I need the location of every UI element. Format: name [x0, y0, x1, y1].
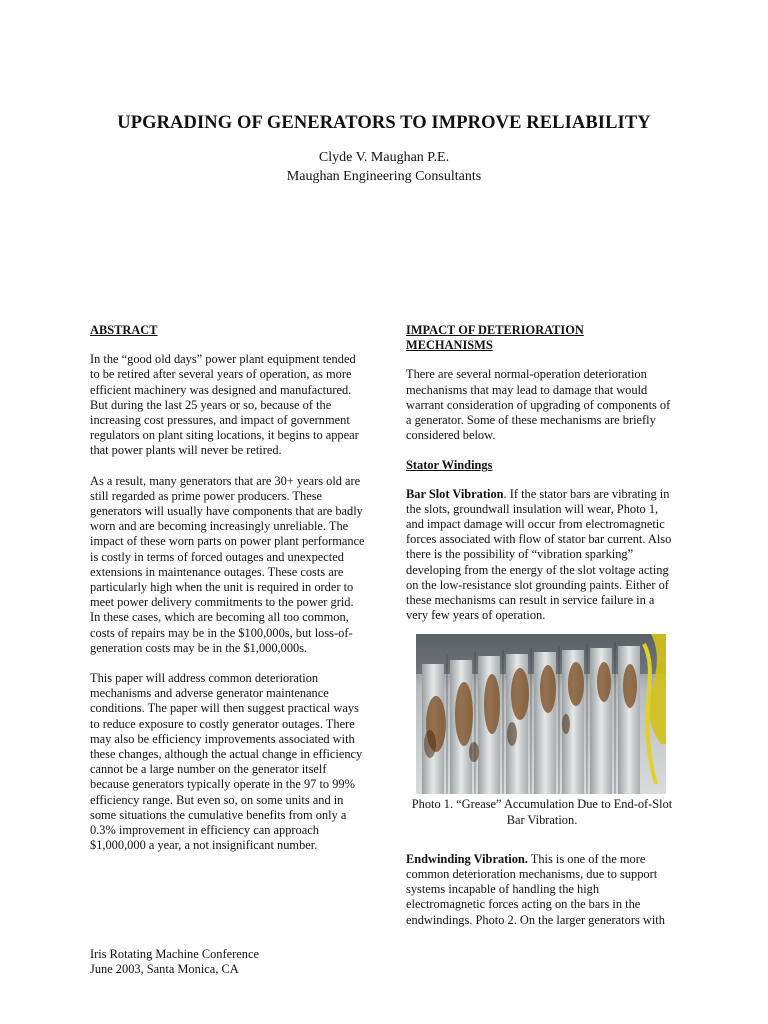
stator-bars-photo — [416, 634, 666, 794]
photo-caption: Photo 1. “Grease” Accumulation Due to End-of-Slot Bar Vibration. — [411, 797, 673, 827]
footer-date-location: June 2003, Santa Monica, CA — [90, 962, 239, 977]
endwinding-text: This is one of the more common deterioration mechanisms, due to support systems incapable of handling the high electromagnetic forces acting on the bars in the endwindings. Photo 2. On the larger generators with — [406, 851, 665, 927]
abstract-paragraph-2: As a result, many generators that are 30+ years old are still regarded as prime power producers. These generators will usually have components that are badly worn and are becoming increasingly unreliable. The impact of these worn parts on power plant performance is costly in terms of forced outages and unexpected extensions in maintenance outages. These costs are particularly high when the unit is required in order to meet power delivery commitments to the power grid. In these cases, which are becoming all too common, costs of repairs may be in the $100,000s, but loss-of-generation costs may be in the $1,000,000s. — [90, 473, 365, 655]
endwinding-paragraph — [406, 852, 678, 928]
author-name: Clyde V. Maughan P.E. — [318, 150, 450, 165]
endwinding-title: Endwinding Vibration. — [406, 851, 528, 866]
bar-slot-paragraph — [406, 487, 678, 624]
footer-conference: Iris Rotating Machine Conference — [90, 947, 259, 961]
section-heading: IMPACT OF DETERIORATION MECHANISMS — [406, 323, 584, 353]
author-organization: Maughan Engineering Consultants — [286, 169, 482, 184]
subsection-heading: Stator Windings — [406, 458, 493, 473]
paper-title: UPGRADING OF GENERATORS TO IMPROVE RELIABILITY — [117, 113, 651, 133]
footer — [90, 947, 259, 977]
bar-slot-text: . If the stator bars are vibrating in the slots, groundwall insulation will wear, Photo 1, and impact damage will occur from electromagnetic forces associated with flow of stator bar current. Also there is the possibility of “vibration sparking” developing from the energy of the slot voltage acting on the low-resistance slot grounding paints. Either of these mechanisms can result in service failure in a very few years of operation. — [406, 486, 672, 623]
abstract-heading: ABSTRACT — [90, 323, 158, 337]
abstract-paragraph-1: In the “good old days” power plant equipment tended to be retired after several years of operation, as more efficient machinery was designed and manufactured. But during the last 25 years or so, because of the increasing cost pressures, and impact of government regulators on plant siting locations, it begins to appear that power plants will never be retired. — [90, 352, 359, 458]
left-column — [90, 323, 365, 869]
photo-stator-grease — [416, 634, 666, 794]
bar-slot-title: Bar Slot Vibration — [406, 486, 504, 501]
right-column — [406, 323, 678, 943]
section-intro: There are several normal-operation deterioration mechanisms that may lead to damage that would warrant consideration of upgrading of components of a generator. Some of these mechanisms are briefly considered below. — [406, 367, 671, 443]
abstract-paragraph-3: This paper will address common deterioration mechanisms and adverse generator maintenance conditions. The paper will then suggest practical ways to reduce exposure to costly generator outages. There may also be efficiency improvements associated with these changes, although the actual change in efficiency cannot be a large number on the generator itself because generators typically operate in the 97 to 99% efficiency range. But even so, on some units and in some situations the cumulative benefits from only a 0.3% improvement in efficiency can approach $1,000,000 a year, a not insignificant number. — [90, 671, 363, 853]
